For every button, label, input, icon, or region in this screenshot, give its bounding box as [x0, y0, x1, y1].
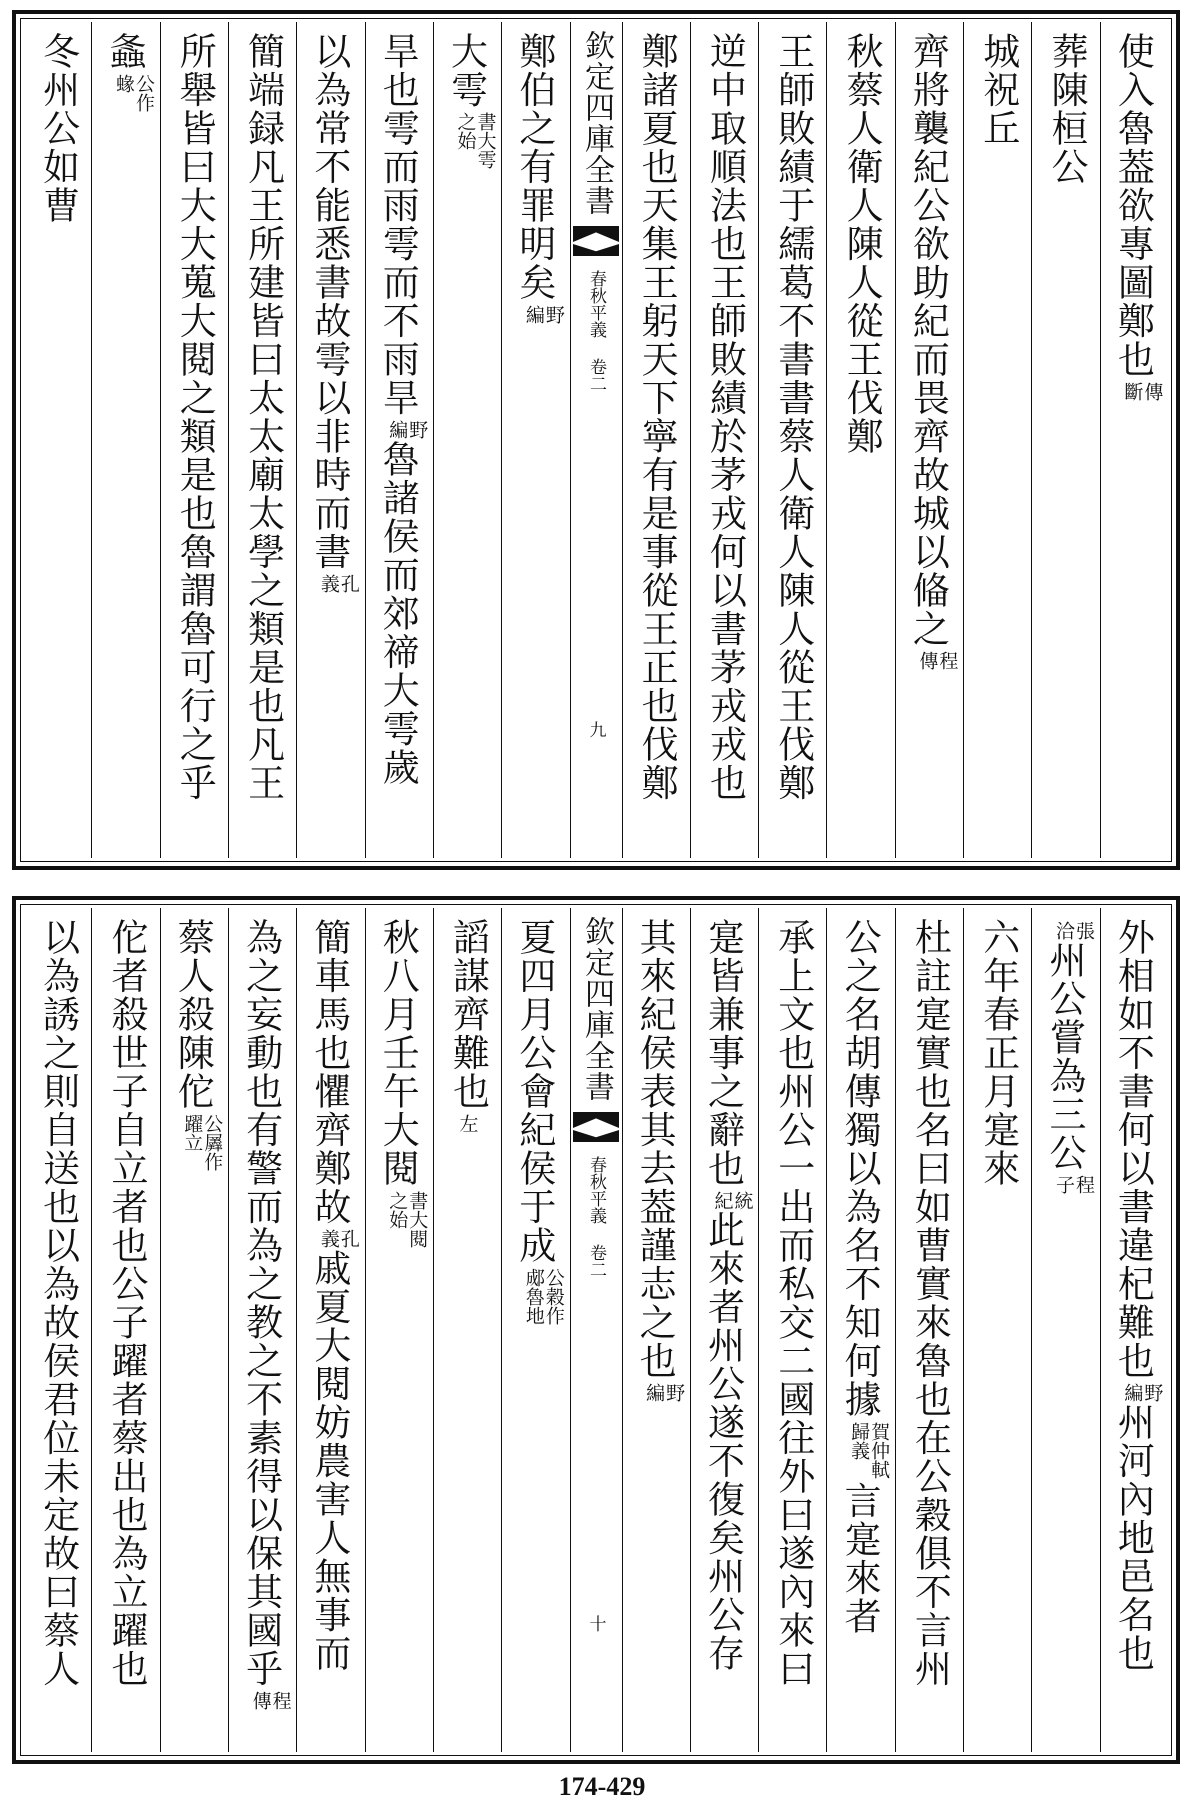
- text-column-line: [508, 32, 564, 325]
- main-text: 杜註寔實也名曰如曹實來魯也在公穀俱不言州: [908, 918, 952, 1688]
- main-text: 冬州公如曹: [36, 32, 80, 225]
- text-column: [365, 908, 433, 1752]
- text-column: [160, 908, 228, 1752]
- center-gutter: [570, 22, 622, 858]
- text-column: [963, 908, 1031, 1752]
- text-column-line: [100, 918, 152, 1688]
- main-text: 旱也雩而雨雩而不雨旱: [376, 32, 420, 417]
- main-text: 齊將襲紀公欲助紀而畏齊故城以偹之: [906, 32, 950, 648]
- main-text: 王師敗績于繻葛不書書蔡人衛人陳人從王伐鄭: [771, 32, 815, 802]
- text-column: [895, 22, 963, 858]
- bottom-page-panel: [12, 896, 1180, 1764]
- text-column: [228, 908, 296, 1752]
- main-text: 外相如不書何以書違杞難也: [1111, 918, 1155, 1380]
- text-column-line: [698, 32, 750, 802]
- main-text: 葬陳桓公: [1045, 32, 1089, 186]
- text-column: [296, 22, 364, 858]
- main-text: 州河內地邑名也: [1111, 1403, 1155, 1673]
- gutter-leaf-number: 十: [585, 1615, 606, 1632]
- annotation-note: 公穀作郕魯地: [522, 1267, 565, 1325]
- main-text: 蔡人殺陳佗: [171, 918, 215, 1111]
- main-text: 鄭諸夏也天集王躬天下寧有是事從王正也伐鄭: [635, 32, 679, 802]
- text-column: [963, 22, 1031, 858]
- annotation-note: 書大閱之始: [386, 1190, 429, 1248]
- text-column-line: [166, 918, 222, 1174]
- fish-tail-mark-icon: [573, 1112, 619, 1142]
- text-column: [895, 908, 963, 1752]
- main-text: 佗者殺世子自立者也公子躍者蔡出也為立躍也: [104, 918, 148, 1688]
- text-column: [24, 908, 91, 1752]
- top-page-panel: [12, 10, 1180, 870]
- main-text: 秋蔡人衛人陳人從王伐鄭: [840, 32, 884, 456]
- text-column-line: [508, 918, 564, 1328]
- text-column-line: [767, 918, 819, 1688]
- text-column: [758, 908, 826, 1752]
- text-column: [296, 908, 364, 1752]
- text-column-line: [903, 918, 955, 1688]
- main-text: 承上文也州公一出而私交二國往外曰遂內來曰: [771, 918, 815, 1688]
- text-column-line: [32, 32, 84, 225]
- annotation-note: 孔義: [317, 1229, 360, 1248]
- text-column-line: [1106, 918, 1162, 1673]
- main-text: 使入魯葢欲專圖鄭也: [1111, 32, 1155, 379]
- annotation-note: 張洽: [1053, 921, 1096, 940]
- annotation-note: 野編: [522, 304, 565, 324]
- annotation-note: 傳斷: [1121, 381, 1164, 401]
- main-text: 螽: [102, 32, 146, 71]
- main-text: 六年春正月寔來: [976, 918, 1020, 1188]
- gutter-collection-title: 欽定四庫全書: [579, 916, 614, 1102]
- text-column-line: [696, 918, 752, 1673]
- text-column-line: [1038, 918, 1094, 1195]
- gutter-volume-label: 春秋平義 卷二: [586, 270, 606, 392]
- text-column-line: [237, 32, 289, 802]
- text-column-line: [628, 918, 684, 1403]
- annotation-note: 程傳: [916, 651, 959, 670]
- main-text: 城祝丘: [976, 32, 1020, 148]
- text-column-line: [440, 32, 496, 172]
- text-column: [433, 908, 501, 1752]
- main-text: 戚夏大閱妨農害人無事而: [307, 1249, 351, 1673]
- main-text: 謟謀齊難也: [446, 918, 490, 1111]
- annotation-note: 程子: [1053, 1175, 1096, 1194]
- text-column: [228, 22, 296, 858]
- bottom-page-columns: [24, 908, 1168, 1752]
- text-column-line: [972, 32, 1024, 148]
- text-column: [690, 908, 758, 1752]
- text-column: [1100, 22, 1168, 858]
- gutter-leaf-number: 九: [585, 721, 606, 738]
- text-column: [501, 22, 569, 858]
- top-page-columns: [24, 22, 1168, 858]
- main-text: 夏四月公會紀侯于成: [512, 918, 556, 1265]
- text-column: [1100, 908, 1168, 1752]
- text-column-line: [1106, 32, 1162, 402]
- text-column-line: [630, 32, 682, 802]
- main-text: 鄭伯之有罪明矣: [512, 32, 556, 302]
- text-column-line: [371, 32, 427, 787]
- main-text: 大雩: [444, 32, 488, 109]
- text-column-line: [1040, 32, 1092, 186]
- text-column-line: [767, 32, 819, 802]
- text-column-line: [98, 32, 154, 114]
- main-text: 其來紀侯表其去葢謹志之也: [633, 918, 677, 1380]
- gutter-collection-title: 欽定四庫全書: [579, 30, 614, 216]
- main-text: 為之妄動也有警而為之教之不素得以保其國乎: [239, 918, 283, 1688]
- text-column: [690, 22, 758, 858]
- text-column: [758, 22, 826, 858]
- text-column-line: [901, 32, 957, 671]
- text-column: [501, 908, 569, 1752]
- fish-tail-mark-icon: [573, 226, 619, 256]
- text-column: [160, 22, 228, 858]
- main-text: 公之名胡傳獨以為名不知何據: [838, 918, 882, 1419]
- main-text: 言寔來者: [838, 1481, 882, 1636]
- main-text: 以為常不能悉書故雩以非時而書: [307, 32, 351, 571]
- text-column: [365, 22, 433, 858]
- text-column-line: [32, 918, 84, 1688]
- text-column-line: [235, 918, 291, 1711]
- text-column-line: [972, 918, 1024, 1188]
- annotation-note: 野編: [643, 1383, 686, 1402]
- annotation-note: 公作蝝: [112, 73, 155, 112]
- gutter-volume-label: 春秋平義 卷二: [586, 1156, 606, 1278]
- annotation-note: 公羼作躍立: [181, 1113, 224, 1171]
- text-column: [433, 22, 501, 858]
- text-column-line: [442, 918, 494, 1134]
- text-column-line: [833, 918, 889, 1636]
- main-text: 以為誘之則自送也以為故侯君位未定故曰蔡人: [36, 918, 80, 1688]
- main-text: 寔皆兼事之辭也: [701, 918, 745, 1188]
- text-column: [1031, 22, 1099, 858]
- annotation-note: 書大雩之始: [454, 112, 497, 169]
- annotation-note: 賀仲軾歸義: [848, 1421, 891, 1479]
- text-column-line: [303, 918, 359, 1673]
- text-column-line: [168, 32, 220, 802]
- annotation-note: 統紀: [711, 1190, 754, 1210]
- text-column: [24, 22, 91, 858]
- main-text: 州公嘗為三公: [1043, 941, 1087, 1172]
- text-column: [91, 908, 159, 1752]
- text-column-line: [371, 918, 427, 1251]
- main-text: 所舉皆曰大大蒐大閱之類是也魯謂魯可行之乎: [173, 32, 217, 802]
- text-column: [826, 908, 894, 1752]
- annotation-note: 孔義: [317, 574, 360, 593]
- center-gutter: [570, 908, 622, 1752]
- main-text: 秋八月壬午大閱: [376, 918, 420, 1188]
- annotation-note: 程傳: [249, 1691, 292, 1710]
- text-column: [1031, 908, 1099, 1752]
- text-column-line: [835, 32, 887, 456]
- annotation-note: 左: [456, 1113, 479, 1133]
- footer-page-number: 174-429: [558, 1772, 646, 1801]
- text-column-line: [303, 32, 359, 594]
- main-text: 簡端録凡王所建皆曰太太廟太學之類是也凡王: [241, 32, 285, 802]
- main-text: 逆中取順法也王師敗績於茅戎何以書茅戎戎也: [703, 32, 747, 802]
- annotation-note: 野編: [1121, 1383, 1164, 1402]
- main-text: 魯諸侯而郊禘大雩歲: [376, 440, 420, 787]
- text-column: [826, 22, 894, 858]
- annotation-note: 野編: [386, 420, 429, 439]
- main-text: 此來者州公遂不復矣州公存: [701, 1210, 745, 1673]
- main-text: 簡車馬也懼齊鄭故: [307, 918, 351, 1226]
- text-column: [622, 22, 690, 858]
- text-column: [622, 908, 690, 1752]
- text-column: [91, 22, 159, 858]
